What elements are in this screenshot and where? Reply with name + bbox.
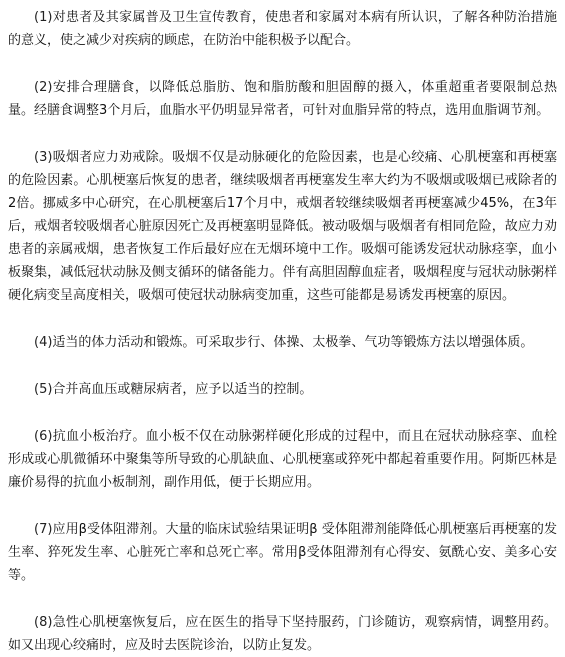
- paragraph-text: 应用β受体阻滞剂。大量的临床试验结果证明β 受体阻滞剂能降低心肌梗塞后再梗塞的发生率、猝死发生率、心脏死亡率和总死亡率。常用β受体阻滞剂有心得安、氨酰心安、美多心安等。: [8, 522, 557, 583]
- paragraph-number: (1): [34, 10, 53, 25]
- paragraph-1: [8, 6, 557, 52]
- paragraph-number: (6): [34, 429, 53, 444]
- paragraph-text: 合并高血压或糖尿病者，应予以适当的控制。: [52, 382, 313, 397]
- paragraph-text: 对患者及其家属普及卫生宣传教育，使患者和家属对本病有所认识，了解各种防治措施的意义，使之减少对疾病的顾虑，在防治中能积极予以配合。: [8, 10, 557, 48]
- paragraph-7: [8, 518, 557, 587]
- paragraph-4: [8, 331, 557, 354]
- paragraph-number: (7): [34, 522, 53, 537]
- paragraph-text: 适当的体力活动和锻炼。可采取步行、体操、太极拳、气功等锻炼方法以增强体质。: [52, 335, 534, 350]
- paragraph-text: 吸烟者应力劝戒除。吸烟不仅是动脉硬化的危险因素，也是心绞痛、心肌梗塞和再梗塞的危险因素。心肌梗塞后恢复的患者，继续吸烟者再梗塞发生率大约为不吸烟或吸烟已戒除者的2倍。挪威多中心研究，在心肌梗塞后17个月中，戒烟者较继续吸烟者再梗塞减少45%，在3年后，戒烟者较吸烟者心脏原因死亡及再梗塞明显降低。被动吸烟与吸烟者有相同危险，故应力劝患者的亲属戒烟，患者恢复工作后最好应在无烟环境中工作。吸烟可能诱发冠状动脉痉挛，血小板聚集，减低冠状动脉及侧支循环的储备能力。伴有高胆固醇血症者，吸烟程度与冠状动脉粥样硬化病变呈高度相关，吸烟可使冠状动脉病变加重，这些可能都是易诱发再梗塞的原因。: [8, 150, 557, 303]
- paragraph-text: 抗血小板治疗。血小板不仅在动脉粥样硬化形成的过程中，而且在冠状动脉痉挛、血栓形成或心肌微循环中聚集等所导致的心肌缺血、心肌梗塞或猝死中都起着重要作用。阿斯匹林是廉价易得的抗血小板制剂，副作用低，便于长期应用。: [8, 429, 557, 490]
- paragraph-text: 安排合理膳食，以降低总脂肪、饱和脂肪酸和胆固醇的摄入，体重超重者要限制总热量。经膳食调整3个月后，血脂水平仍明显异常者，可针对血脂异常的特点，选用血脂调节剂。: [8, 80, 557, 118]
- paragraph-number: (3): [34, 150, 53, 165]
- paragraph-text: 急性心肌梗塞恢复后，应在医生的指导下坚持服药，门诊随访，观察病情，调整用药。如又出现心绞痛时，应及时去医院诊治，以防止复发。: [8, 615, 557, 653]
- paragraph-number: (5): [34, 382, 53, 397]
- paragraph-6: [8, 425, 557, 494]
- paragraph-number: (2): [34, 80, 53, 95]
- paragraph-2: [8, 76, 557, 122]
- paragraph-3: [8, 146, 557, 307]
- paragraph-5: [8, 378, 557, 401]
- paragraph-number: (4): [34, 335, 53, 350]
- paragraph-number: (8): [34, 615, 53, 630]
- paragraph-8: [8, 611, 557, 657]
